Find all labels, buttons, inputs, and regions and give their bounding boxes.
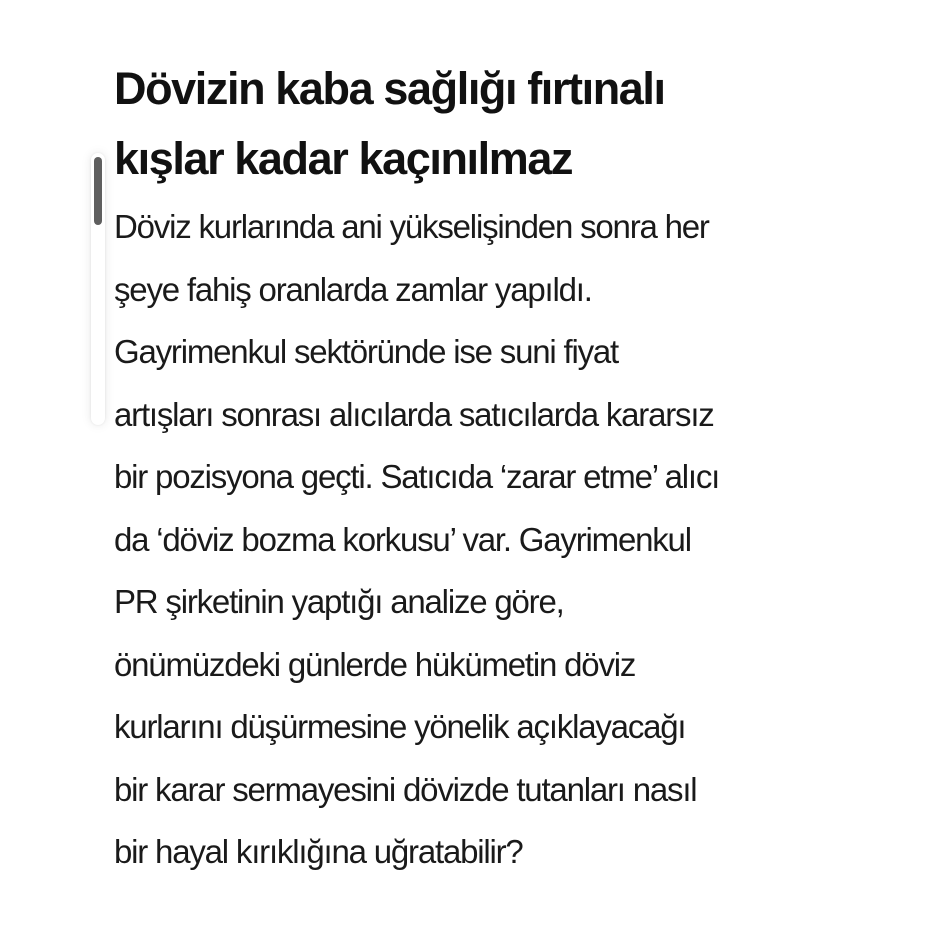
body-line: bir karar sermayesini dövizde tutanları nasıl	[114, 770, 697, 808]
body-line: şeye fahiş oranlarda zamlar yapıldı.	[114, 270, 592, 308]
scrollbar-thumb[interactable]	[94, 157, 102, 225]
article-body	[114, 196, 904, 884]
article	[114, 54, 904, 884]
article-headline	[114, 54, 904, 194]
body-line: da ‘döviz bozma korkusu’ var. Gayrimenkul	[114, 520, 691, 558]
body-line: PR şirketinin yaptığı analize göre,	[114, 583, 564, 620]
vertical-scrollbar[interactable]	[91, 153, 105, 425]
body-line: Gayrimenkul sektöründe ise suni fiyat	[114, 333, 619, 370]
body-line: önümüzdeki günlerde hükümetin döviz	[114, 645, 636, 683]
body-line: Döviz kurlarında ani yükselişinden sonra her	[114, 208, 709, 245]
headline-line: Dövizin kaba sağlığı fırtınalı	[114, 63, 665, 114]
body-line: bir pozisyona geçti. Satıcıda ‘zarar etme’ alıcı	[114, 458, 720, 495]
body-line: kurlarını düşürmesine yönelik açıklayacağı	[114, 708, 686, 745]
headline-line: kışlar kadar kaçınılmaz	[114, 133, 573, 184]
body-line: bir hayal kırıklığına uğratabilir?	[114, 833, 523, 870]
body-line: artışları sonrası alıcılarda satıcılarda kararsız	[114, 395, 714, 433]
